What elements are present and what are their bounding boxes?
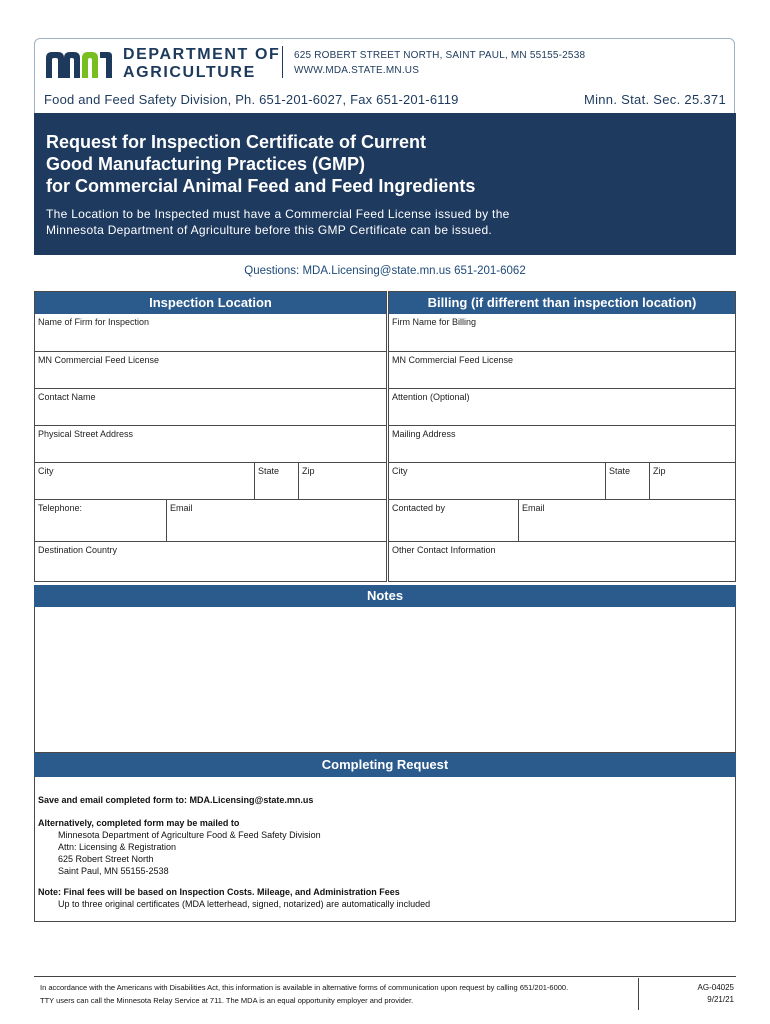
ada-statement: In accordance with the Americans with Disabilities Act, this information is available in alternative forms of communication upon request by calling 651/201-6000. <box>40 983 569 992</box>
field-label: Zip <box>653 466 666 476</box>
mail-address-line: 625 Robert Street North <box>58 854 154 864</box>
title-line: for Commercial Animal Feed and Feed Ingredients <box>46 176 476 196</box>
field-label: Contacted by <box>392 503 446 513</box>
field-label: Name of Firm for Inspection <box>38 317 150 327</box>
footer-divider <box>638 978 639 1010</box>
field-label: Telephone: <box>38 503 83 513</box>
field-label: Attention (Optional) <box>392 392 470 402</box>
dept-name-line1: DEPARTMENT OF <box>123 46 281 63</box>
mail-address-line: Minnesota Department of Agriculture Food & Feed Safety Division <box>58 830 321 840</box>
field-label: Zip <box>302 466 315 476</box>
street-address-field[interactable] <box>35 425 386 462</box>
certificates-note: Up to three original certificates (MDA letterhead, signed, notarized) are automatically included <box>58 899 431 909</box>
billing-header: Billing (if different than inspection location) <box>389 292 735 314</box>
title-line: Request for Inspection Certificate of Current <box>46 132 427 152</box>
city-field[interactable] <box>35 462 254 499</box>
statute-reference: Minn. Stat. Sec. 25.371 <box>583 92 726 107</box>
attention-field[interactable] <box>389 388 735 425</box>
completing-request-header: Completing Request <box>34 753 736 777</box>
form-date: 9/21/21 <box>707 995 734 1004</box>
mn-logo-icon <box>44 48 114 80</box>
billing-city-field[interactable] <box>389 462 605 499</box>
address-line: 625 ROBERT STREET NORTH, SAINT PAUL, MN 55155-2538 <box>294 50 586 61</box>
relay-statement: TTY users can call the Minnesota Relay Service at 711. The MDA is an equal opportunity employer and provider. <box>40 996 414 1005</box>
subtitle-line: Minnesota Department of Agriculture before this GMP Certificate can be issued. <box>46 223 493 237</box>
billing-zip-field[interactable] <box>649 462 735 499</box>
mail-address-line: Attn: Licensing & Registration <box>58 842 177 852</box>
contacted-by-field[interactable] <box>389 499 518 541</box>
address-divider <box>282 46 283 78</box>
field-label: City <box>38 466 54 476</box>
billing-license-field[interactable] <box>389 351 735 388</box>
contact-name-field[interactable] <box>35 388 386 425</box>
field-label: MN Commercial Feed License <box>392 355 514 365</box>
fee-note-heading: Note: Final fees will be based on Inspection Costs. Mileage, and Administration Fees <box>38 887 400 897</box>
state-field[interactable] <box>254 462 298 499</box>
notes-textarea[interactable] <box>34 607 736 753</box>
field-label: Email <box>522 503 545 513</box>
email-field[interactable] <box>166 499 386 541</box>
notes-header: Notes <box>34 585 736 607</box>
other-contact-field[interactable] <box>389 541 735 581</box>
telephone-field[interactable] <box>35 499 166 541</box>
field-label: Physical Street Address <box>38 429 134 439</box>
title-line: Good Manufacturing Practices (GMP) <box>46 154 366 174</box>
inspection-location-section <box>34 291 387 582</box>
dept-name-line2: AGRICULTURE <box>123 64 256 81</box>
zip-field[interactable] <box>298 462 386 499</box>
questions-contact[interactable]: Questions: MDA.Licensing@state.mn.us 651-201-6062 <box>244 265 526 277</box>
field-label: Email <box>170 503 193 513</box>
field-label: Firm Name for Billing <box>392 317 477 327</box>
field-label: State <box>258 466 280 476</box>
field-label: Destination Country <box>38 545 118 555</box>
mail-heading: Alternatively, completed form may be mailed to <box>38 818 240 828</box>
billing-firm-field[interactable] <box>389 314 735 351</box>
mailing-address-field[interactable] <box>389 425 735 462</box>
save-email-instruction: Save and email completed form to: MDA.Licensing@state.mn.us <box>38 795 314 805</box>
mail-address-line: Saint Paul, MN 55155-2538 <box>58 866 169 876</box>
field-label: City <box>392 466 408 476</box>
billing-email-field[interactable] <box>518 499 735 541</box>
inspection-location-header: Inspection Location <box>35 292 386 314</box>
field-label: Contact Name <box>38 392 96 402</box>
destination-country-field[interactable] <box>35 541 386 581</box>
field-label: State <box>609 466 631 476</box>
footer <box>34 976 736 1013</box>
billing-state-field[interactable] <box>605 462 649 499</box>
website-link[interactable]: WWW.MDA.STATE.MN.US <box>294 65 420 76</box>
firm-name-field[interactable] <box>35 314 386 351</box>
license-field[interactable] <box>35 351 386 388</box>
form-code: AG-04025 <box>697 983 734 992</box>
division-info: Food and Feed Safety Division, Ph. 651-201-6027, Fax 651-201-6119 <box>44 92 459 107</box>
form-title <box>46 131 646 197</box>
form-subtitle <box>46 206 686 238</box>
subtitle-line: The Location to be Inspected must have a Commercial Feed License issued by the <box>46 207 510 221</box>
field-label: MN Commercial Feed License <box>38 355 160 365</box>
field-label: Other Contact Information <box>392 545 496 555</box>
field-label: Mailing Address <box>392 429 456 439</box>
billing-section <box>388 291 736 582</box>
